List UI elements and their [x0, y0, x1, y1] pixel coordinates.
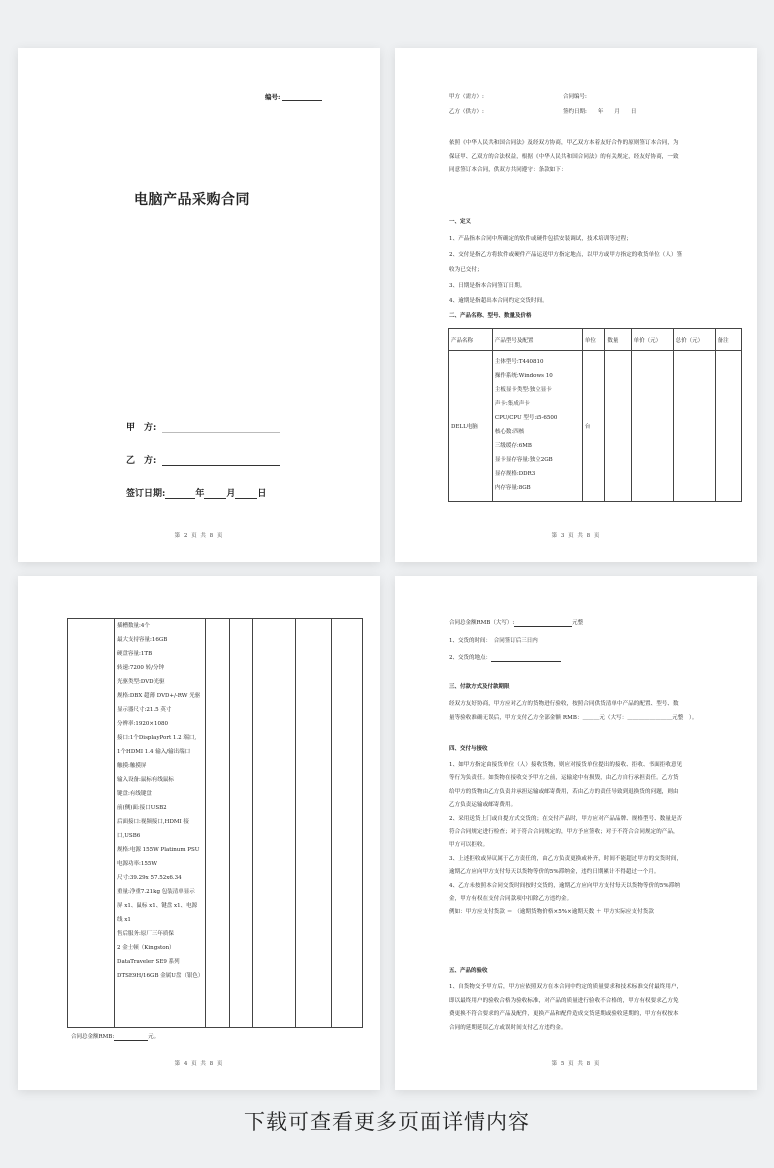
section-2-title: 二、产品名称、型号、数量及价格 [449, 313, 532, 319]
section-1-items: 1、产品指本合同中所确定的软件或硬件包括安装调试，技术培训等过程； 2、交付是指乙方将软件或硬件产品运送甲方指定地点，以甲方或甲方指定的收货单位（人）签 收为已交付； 3、日期是指本合同签订日期。 4、逾期是指超出本合同约定交货时间。 [449, 236, 683, 304]
intro-paragraph: 依照《中华人民共和国合同法》及经双方协商，甲乙双方本着友好合作的原则签订本合同，为 保证甲、乙双方的合法权益，根据《中华人民共和国合同法》的有关规定，经友好协商，一致 同意签订本合同，供双方共同遵守：条款如下： [449, 140, 679, 173]
delivery-time: 1、交货的时间： 合同签订后三日内 [449, 638, 538, 644]
product-name-cell [68, 619, 115, 1028]
table-header-cell: 单位 [582, 329, 604, 351]
page-footer: 第 2 页 共 8 页 [174, 533, 224, 539]
contract-number-field: 合同编号: [563, 94, 587, 100]
contract-page-5 [395, 576, 757, 1090]
page-footer: 第 3 页 共 8 页 [551, 533, 601, 539]
table-header-cell: 总价（元） [673, 329, 715, 351]
table-header-cell: 备注 [715, 329, 741, 351]
contract-number-label: 编号: [265, 92, 322, 101]
table-header-cell: 产品名称 [449, 329, 493, 351]
contract-page-4 [18, 576, 380, 1090]
table-header-cell: 产品型号及配置 [492, 329, 582, 351]
sign-date-field: 签约日期: 年 月 日 [563, 109, 637, 115]
quantity-cell [229, 619, 252, 1028]
unit-cell: 台 [582, 351, 604, 502]
unit-price-cell [252, 619, 295, 1028]
sign-date-line: 签订日期: 年 月 日 [126, 489, 267, 499]
page-footer: 第 5 页 共 8 页 [551, 1061, 601, 1067]
table-header-cell: 单价（元） [631, 329, 673, 351]
table-row [449, 351, 742, 502]
product-table-continued [67, 618, 363, 1028]
product-spec-cell: 主体型号:T440810 操作系统:Windows 10 主板显卡类型:独立显卡 声卡:集成声卡 CPU/CPU 型号:i5-6500 核心数:四核 三级缓存:6MB 显卡显存容量:独立2GB 显存规格:DDR3 内存容量:8GB [492, 351, 582, 502]
contract-page-3 [395, 48, 757, 562]
section-4-text: 1、如甲方指定由接货单位（人）接收货物，则应对接货单位提出的接收、拒收、书面拒收意见 等行为负责任。如货物在接收交予甲方之前，运输途中有损毁，由乙方自行承担责任。乙方货 给甲方的货物由乙方负责并承担运输或邮寄费用，若由乙方的责任导致到退换货的问题，则由 乙方负责运输或邮寄费用。 2、采用送货上门或自提方式交货的；在交付产品时，甲方应对产品品牌、规格型号、数量是否 符合合同规定进行检查；对于符合合同规定的，甲方予应签收；对于不符合合同规定的产品， 甲方可以拒收。 3、上述拒收或异议属于乙方责任的，由乙方负责更换或补齐，时间不能超过甲方的交货时间， 逾期乙方应向甲方支付每天以货物等价的5%滞纳金，违约日期累计不得超过一个月。 4、乙方未按照本合同交货时间按时交货的，逾期乙方应向甲方支付每天以货物等价的5%滞纳 金，甲方有权在支付合同款项中扣除乙方违约金。 例如：甲方应支付货款 ＝ （逾期货物价格×5%×逾期天数 ＋ 甲方实际应支付货款 [449, 762, 683, 916]
contract-cover-page [18, 48, 380, 562]
party-b-field: 乙方（供方）: [449, 109, 484, 115]
section-4-title: 四、交付与接收 [449, 746, 488, 752]
download-caption: 下载可查看更多页面详情内容 [244, 1110, 530, 1134]
party-a-line: 甲 方: [126, 420, 280, 433]
total-amount-line: 合同总金额RMB（大写）: 元整 [449, 620, 584, 626]
remark-cell [715, 351, 741, 502]
contract-total-line: 合同总金额RMB: 元。 [71, 1034, 160, 1040]
delivery-place: 2、交货的地点： [449, 655, 561, 662]
page-footer: 第 4 页 共 8 页 [174, 1061, 224, 1067]
total-price-cell [296, 619, 332, 1028]
section-3-title: 三、付款方式及付款期限 [449, 684, 510, 690]
section-5-text: 1、自货物交予甲方后，甲方应依照双方在本合同中约定的质量要求和技术标准交付最终用户， 即以最终用户的验收合格为验收标准，对产品的质量进行验收不合格的，甲方有权要求乙方免 费更换不符合要求的产品及配件，更换产品和配件造成交货延期或验收延期的，甲方有权按本 合同的延期延误乙方或误时间支付乙方违约金。 [449, 984, 683, 1031]
total-price-cell [673, 351, 715, 502]
section-5-title: 五、产品的验收 [449, 968, 488, 974]
table-header-row [449, 329, 742, 351]
table-row [68, 619, 363, 1028]
product-spec-cell: 插槽数量:4个 最大支持容量:16GB 硬盘容量:1TB 转速:7200 转/分钟 光驱类型:DVD光驱 规格:DBX 超薄 DVD+/-RW 光驱 显示器尺寸:21.5 英寸 分辨率:1920×1080 接口:1个DisplayPort 1.2 端口, 1个HDMI 1.4 输入/输出端口 触摸:触摸屏 输入设备:鼠标有线鼠标 键盘:有线键盘 前(侧)面:接口USB2 后面接口:视频接口,HDMI 接 口,USB6 规格:电源 155W Platinum PSU 电源功率:155W 尺寸:39.29x 57.52x6.34 重量:净重7.21kg 包装清单显示 屏 x1、鼠标 x1、键盘 x1、电源 线 x1 售后服务:原厂三年质保 2 金士顿（Kingston） DataTraveler SE9 系列 DTSE9H/16GB 金属U盘（银色） [115, 619, 206, 1028]
table-header-cell: 数量 [605, 329, 631, 351]
unit-price-cell [631, 351, 673, 502]
product-name-cell: DELL电脑 [449, 351, 493, 502]
party-a-field: 甲方（需方）: [449, 94, 484, 100]
product-table [448, 328, 742, 502]
section-3-text: 经双方友好协商，甲方应对乙方的货物进行验收，按照合同供货清单中产品的配置、型号、数 量等验收准确无误后，甲方支付乙方全部金额 RMB：＿＿＿元（大写：＿＿＿＿＿＿＿＿元整 ）。 [449, 701, 698, 721]
unit-cell [206, 619, 229, 1028]
quantity-cell [605, 351, 631, 502]
contract-title: 电脑产品采购合同 [134, 192, 250, 208]
party-b-line: 乙 方: [126, 453, 280, 466]
remark-cell [332, 619, 363, 1028]
section-1-title: 一、定义 [449, 219, 472, 225]
